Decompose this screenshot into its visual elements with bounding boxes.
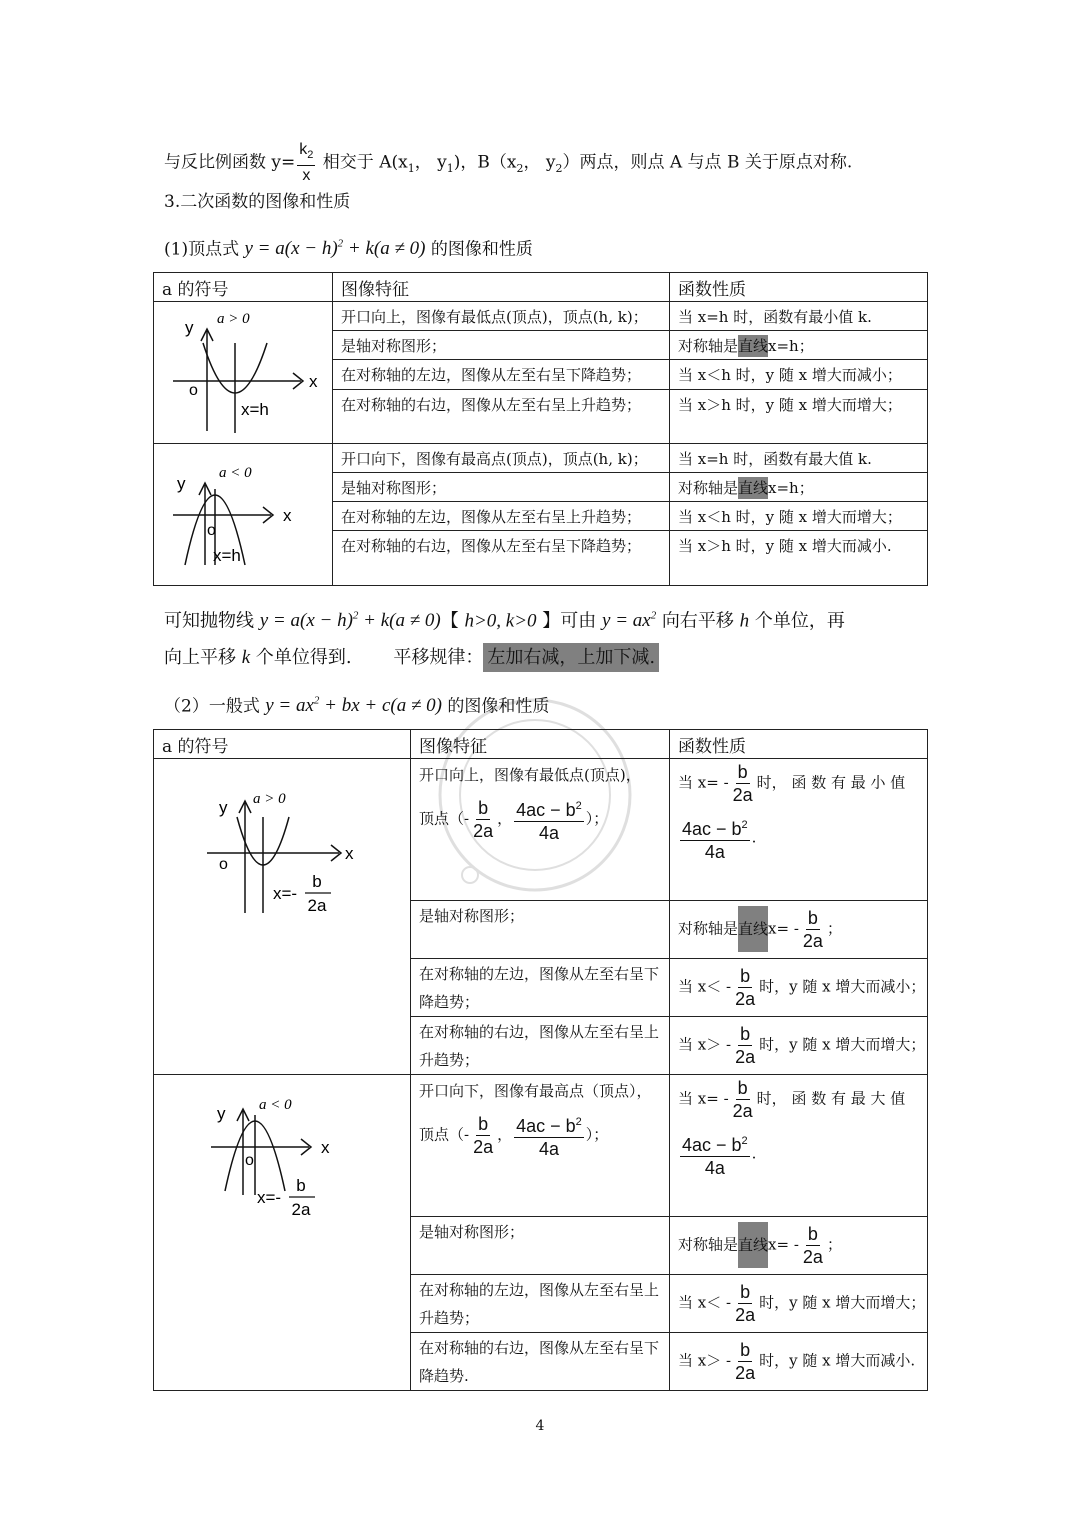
svg-text:x=h: x=h xyxy=(213,545,241,565)
header-feature: 图像特征 xyxy=(333,273,670,302)
feature-cell: 开口向上，图像有最低点(顶点)，顶点(h, k)； xyxy=(333,302,670,331)
general-heading: （2）一般式 $y = ax^2$ + bx + c(a ≠ 0) 的图像和性质 xyxy=(164,695,550,717)
svg-text:2a: 2a xyxy=(291,1200,311,1219)
property-cell: 当 x＜ - $\frac{b}{2a}$ 时，y 随 x 增大而增大； xyxy=(670,1275,928,1333)
svg-text:a > 0: a > 0 xyxy=(217,310,250,327)
property-cell: 当 x＞h 时，y 随 x 增大而增大； xyxy=(670,389,928,443)
feature-cell: 是轴对称图形； xyxy=(411,901,670,959)
feature-cell: 开口向下，图像有最高点（顶点）， 顶点（- $\frac{b}{2a}$ ， $\frac{4ac - b^2}{4a}$ ）； xyxy=(411,1075,670,1217)
graph-upward-parabola-general xyxy=(154,759,411,1075)
svg-text:x=-: x=- xyxy=(273,884,298,903)
feature-cell: 在对称轴的右边，图像从左至右呈上升趋势； xyxy=(411,1017,670,1075)
property-cell: 当 x＞ - $\frac{b}{2a}$ 时，y 随 x 增大而减小. xyxy=(670,1333,928,1391)
intro-line: 与反比例函数 y= $\frac{k_2}{x}$ 相交于 $A(x_1$， $y_1$)，$B(x_2$， $y_2$）两点，则点 A 与点 B 关于原点对称. xyxy=(164,141,853,185)
general-form-table xyxy=(153,729,928,1391)
header-sign: a 的符号 xyxy=(154,730,411,759)
svg-text:b: b xyxy=(312,872,322,891)
svg-text:y: y xyxy=(219,798,228,817)
translation-line-2: 向上平移 k 个单位得到. 平移规律： 左加右减，上加下减. xyxy=(164,646,659,670)
property-cell: 对称轴是直线x=h； xyxy=(670,473,928,502)
intro-text-after: 相交于 A(x xyxy=(317,152,408,173)
feature-cell: 在对称轴的右边，图像从左至右呈上升趋势； xyxy=(333,389,670,443)
svg-text:x: x xyxy=(309,371,318,391)
feature-cell: 开口向下，图像有最高点(顶点)，顶点(h, k)； xyxy=(333,444,670,473)
svg-text:o: o xyxy=(219,856,228,873)
svg-text:y: y xyxy=(185,317,194,337)
feature-cell: 在对称轴的右边，图像从左至右呈下降趋势. xyxy=(411,1333,670,1391)
svg-text:a < 0: a < 0 xyxy=(219,464,252,481)
svg-text:o: o xyxy=(207,521,216,539)
property-cell: 当 x＜h 时，y 随 x 增大而减小； xyxy=(670,360,928,389)
page-number: 4 xyxy=(535,1418,545,1434)
svg-text:o: o xyxy=(245,1152,254,1169)
parabola-down-graph xyxy=(163,445,323,581)
table-row xyxy=(154,1075,928,1217)
feature-cell: 在对称轴的左边，图像从左至右呈上升趋势； xyxy=(411,1275,670,1333)
table-row xyxy=(154,444,928,473)
property-cell: 当 x= - $\frac{b}{2a}$ 时， 函 数 有 最 大 值 $\frac{4ac - b^2}{4a}$ . xyxy=(670,1075,928,1217)
vertex-form-table xyxy=(153,272,928,586)
feature-cell: 是轴对称图形； xyxy=(333,473,670,502)
feature-cell: 在对称轴的左边，图像从左至右呈下降趋势； xyxy=(333,360,670,389)
property-cell: 当 x=h 时，函数有最小值 k. xyxy=(670,302,928,331)
feature-cell: 开口向上，图像有最低点(顶点)， 顶点（- $\frac{b}{2a}$ ， $\frac{4ac - b^2}{4a}$ ）； xyxy=(411,759,670,901)
table-header-row xyxy=(154,730,928,759)
property-cell: 当 x= - $\frac{b}{2a}$ 时， 函 数 有 最 小 值 $\frac{4ac - b^2}{4a}$ . xyxy=(670,759,928,901)
svg-text:y: y xyxy=(217,1104,226,1123)
property-cell: 对称轴是直线x= - $\frac{b}{2a}$ ； xyxy=(670,901,928,959)
table-row xyxy=(154,759,928,901)
rule-highlight: 左加右减，上加下减. xyxy=(483,643,659,672)
feature-cell: 是轴对称图形； xyxy=(411,1217,670,1275)
table-header-row xyxy=(154,273,928,302)
svg-text:x=-: x=- xyxy=(257,1188,282,1207)
intro-text-before: 与反比例函数 y= xyxy=(164,152,296,173)
highlight-mark: 直线 xyxy=(738,478,769,497)
parabola-down-general-graph xyxy=(197,1091,367,1241)
svg-text:x: x xyxy=(283,505,292,525)
graph-downward-parabola xyxy=(154,444,333,586)
svg-text:o: o xyxy=(189,381,198,399)
graph-upward-parabola xyxy=(154,302,333,444)
svg-text:y: y xyxy=(177,473,186,493)
table-row xyxy=(154,302,928,331)
header-feature: 图像特征 xyxy=(411,730,670,759)
property-cell: 当 x＞ - $\frac{b}{2a}$ 时，y 随 x 增大而增大； xyxy=(670,1017,928,1075)
highlight-mark: 直线 xyxy=(738,336,769,355)
graph-downward-parabola-general xyxy=(154,1075,411,1391)
property-cell: 当 x＜h 时，y 随 x 增大而增大； xyxy=(670,502,928,531)
feature-cell: 在对称轴的左边，图像从左至右呈下降趋势； xyxy=(411,959,670,1017)
svg-text:x=h: x=h xyxy=(241,399,269,419)
svg-text:x: x xyxy=(345,844,354,863)
feature-cell: 在对称轴的左边，图像从左至右呈上升趋势； xyxy=(333,502,670,531)
svg-text:b: b xyxy=(296,1176,306,1195)
vertex-heading: (1)顶点式 $y = a(x - h)^2 + k(a \ne 0)$ 的图像和性质 xyxy=(164,238,533,260)
header-property: 函数性质 xyxy=(670,273,928,302)
property-cell: 对称轴是直线x=h； xyxy=(670,331,928,360)
header-sign: a 的符号 xyxy=(154,273,333,302)
intro-fraction: $\frac{k_2}{x}$ xyxy=(299,141,314,185)
svg-text:a > 0: a > 0 xyxy=(253,791,286,807)
parabola-up-general-graph xyxy=(197,783,367,933)
rule-label: 平移规律： xyxy=(393,647,484,668)
section-title: 3.二次函数的图像和性质 xyxy=(164,192,351,212)
svg-text:x: x xyxy=(321,1138,330,1157)
property-cell: 当 x＞h 时，y 随 x 增大而减小. xyxy=(670,531,928,586)
svg-text:2a: 2a xyxy=(307,896,327,915)
feature-cell: 在对称轴的右边，图像从左至右呈下降趋势； xyxy=(333,531,670,586)
header-property: 函数性质 xyxy=(670,730,928,759)
property-cell: 当 x＜ - $\frac{b}{2a}$ 时，y 随 x 增大而减小； xyxy=(670,959,928,1017)
property-cell: 当 x=h 时，函数有最大值 k. xyxy=(670,444,928,473)
feature-cell: 是轴对称图形； xyxy=(333,331,670,360)
svg-text:a < 0: a < 0 xyxy=(259,1097,292,1113)
parabola-up-graph xyxy=(163,303,323,439)
property-cell: 对称轴是直线x= - $\frac{b}{2a}$ ； xyxy=(670,1217,928,1275)
translation-line-1: 可知抛物线 $y = a(x - h)^2 + k(a \ne 0)$【 h>0, k>0 】可由 $y = ax^2$ 向右平移 h 个单位，再 xyxy=(164,610,845,632)
